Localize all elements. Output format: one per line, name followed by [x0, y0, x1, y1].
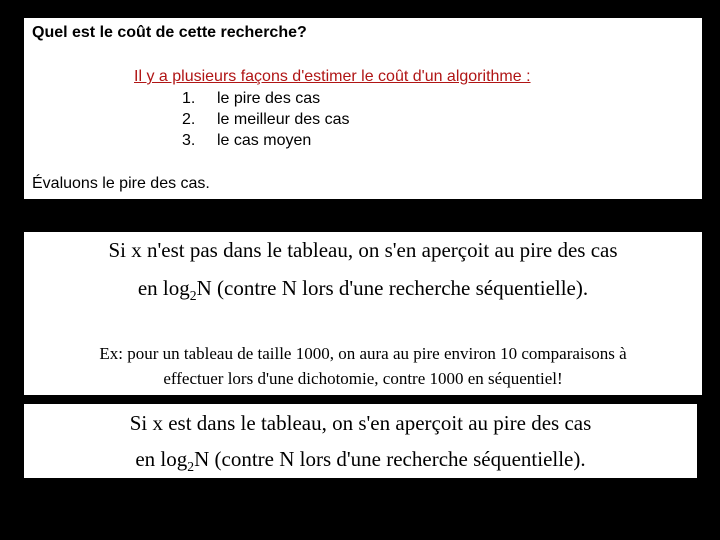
- present-case-panel: [24, 404, 697, 478]
- absent-line-2: [24, 276, 702, 301]
- list-item-text: le cas moyen: [217, 132, 312, 149]
- question-heading: Quel est le coût de cette recherche?: [32, 24, 307, 41]
- absent-line-1: Si x n'est pas dans le tableau, on s'en aperçoit au pire des cas: [108, 238, 618, 262]
- log-prefix: en log: [137, 276, 190, 300]
- example-line-2: effectuer lors d'une dichotomie, contre 1000 en séquentiel!: [163, 369, 563, 388]
- log-base: 2: [189, 287, 197, 303]
- list-item-number: 1.: [182, 90, 196, 107]
- present-line-2: [24, 447, 697, 472]
- list-item-text: le pire des cas: [217, 90, 321, 107]
- example-line-1: Ex: pour un tableau de taille 1000, on aura au pire environ 10 comparaisons à: [99, 344, 627, 363]
- log-suffix: N (contre N lors d'une recherche séquentielle).: [196, 276, 589, 300]
- conclusion-text: Évaluons le pire des cas.: [32, 175, 210, 192]
- cost-question-panel: [24, 18, 702, 199]
- log-base: 2: [187, 458, 195, 474]
- log-prefix: en log: [135, 447, 188, 471]
- list-item-number: 3.: [182, 132, 196, 149]
- log-suffix: N (contre N lors d'une recherche séquentielle).: [194, 447, 586, 471]
- list-item-number: 2.: [182, 111, 196, 128]
- intro-text: Il y a plusieurs façons d'estimer le coût d'un algorithme :: [134, 68, 531, 85]
- absent-case-panel: [24, 232, 702, 395]
- list-item-text: le meilleur des cas: [217, 111, 350, 128]
- present-line-1: Si x est dans le tableau, on s'en aperçoit au pire des cas: [129, 411, 592, 435]
